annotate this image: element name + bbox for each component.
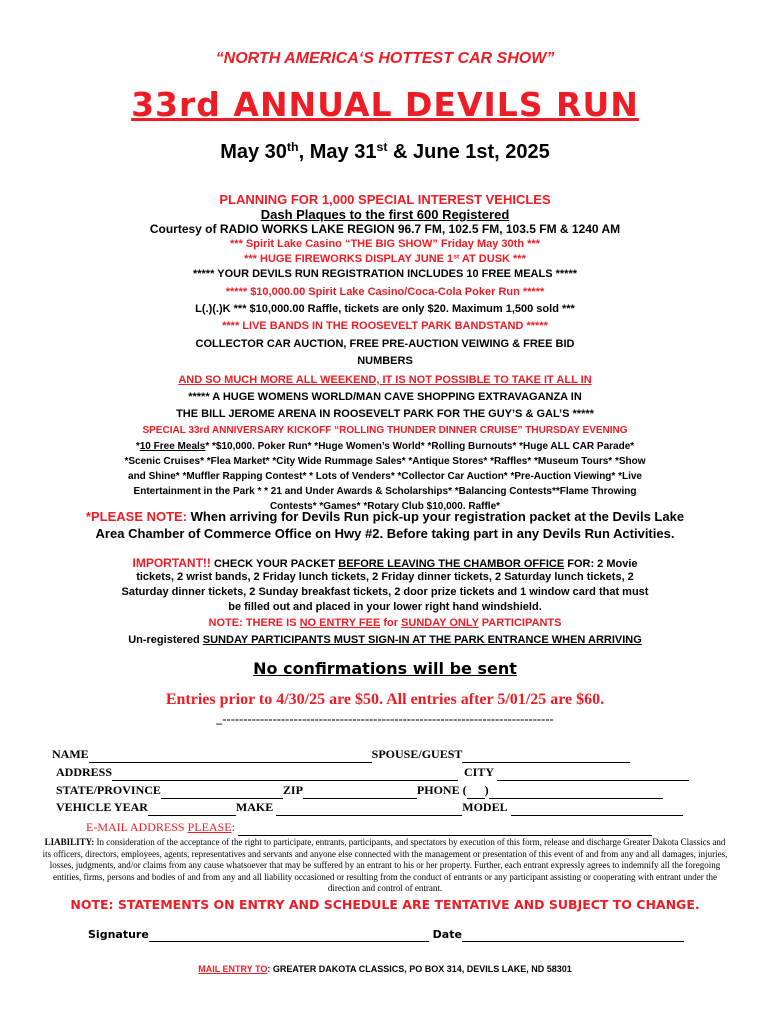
signature-row: Signature Date	[88, 928, 684, 942]
vehicle-row: VEHICLE YEAR MAKE MODEL	[56, 800, 683, 816]
kickoff-line: SPECIAL 33rd ANNIVERSARY KICKOFF “ROLLING THUNDER DINNER CRUISE” THURSDAY EVENING	[142, 425, 628, 436]
womens-world-line-1: ***** A HUGE WOMENS WORLD/MAN CAVE SHOPPING EXTRAVAGANZA IN	[188, 391, 582, 403]
please-note-line-1: *PLEASE NOTE: When arriving for Devils Run pick-up your registration packet at the Devils Lake	[85, 509, 685, 524]
email-field[interactable]	[238, 820, 652, 836]
address-field[interactable]	[112, 765, 458, 781]
auction-line-2: NUMBERS	[357, 355, 413, 367]
tentative-note: NOTE: STATEMENTS ON ENTRY AND SCHEDULE ARE TENTATIVE AND SUBJECT TO CHANGE.	[70, 897, 700, 912]
make-field[interactable]	[276, 800, 462, 816]
signature-field[interactable]	[149, 928, 429, 942]
event-dates: May 30th, May 31st & June 1st, 2025	[220, 140, 550, 163]
no-entry-fee-note: NOTE: THERE IS NO ENTRY FEE for SUNDAY ONLY PARTICIPANTS	[208, 617, 562, 629]
live-bands-line: **** LIVE BANDS IN THE ROOSEVELT PARK BANDSTAND *****	[222, 320, 548, 332]
spouse-field[interactable]	[462, 747, 630, 763]
auction-line-1: COLLECTOR CAR AUCTION, FREE PRE-AUCTION VEIWING & FREE BID	[195, 338, 575, 350]
features-line-4: Entertainment in the Park * * 21 and Under Awards & Scholarships* *Balancing Contests**Flame Throwing	[133, 486, 637, 497]
dash-plaques-line: Dash Plaques to the first 600 Registered	[260, 207, 510, 222]
casino-line: *** Spirit Lake Casino “THE BIG SHOW” Friday May 30th ***	[230, 238, 540, 250]
meals-line: ***** YOUR DEVILS RUN REGISTRATION INCLUDES 10 FREE MEALS *****	[192, 268, 578, 280]
email-row: E-MAIL ADDRESS PLEASE:	[86, 820, 652, 836]
vehicle-year-field[interactable]	[148, 800, 236, 816]
features-line-3: and Shine* *Muffler Rapping Contest* * Lots of Venders* *Collector Car Auction* *Pre-Auction Viewing* *Live	[128, 471, 642, 482]
poker-run-line: ***** $10,000.00 Spirit Lake Casino/Coca-Cola Poker Run *****	[225, 286, 545, 298]
planning-line: PLANNING FOR 1,000 SPECIAL INTEREST VEHICLES	[219, 192, 551, 207]
city-field[interactable]	[497, 765, 689, 781]
date-field[interactable]	[462, 928, 684, 942]
features-line-5: Contests* *Games* *Rotary Club $10,000. Raffle*	[269, 501, 501, 512]
features-line-1: *10 Free Meals* *$10,000. Poker Run* *Huge Women’s World* *Rolling Burnouts* *Huge ALL CAR Parade*	[135, 441, 635, 452]
phone-area-field[interactable]	[467, 783, 485, 799]
state-field[interactable]	[161, 783, 283, 799]
courtesy-line: Courtesy of RADIO WORKS LAKE REGION 96.7 FM, 102.5 FM, 103.5 FM & 1240 AM	[149, 222, 621, 236]
important-line-1: IMPORTANT!! CHECK YOUR PACKET BEFORE LEAVING THE CHAMBOR OFFICE FOR: 2 Movie	[132, 556, 638, 570]
raffle-line: L(.)(.)K *** $10,000.00 Raffle, tickets are only $20. Maximum 1,500 sold ***	[195, 303, 575, 315]
model-field[interactable]	[511, 800, 683, 816]
phone-field[interactable]	[489, 783, 663, 799]
zip-field[interactable]	[303, 783, 417, 799]
features-line-2: *Scenic Cruises* *Flea Market* *City Wide Rummage Sales* *Antique Stores* *Raffles* *Museum Tours* *Show	[124, 456, 646, 467]
womens-world-line-2: THE BILL JEROME ARENA IN ROOSEVELT PARK FOR THE GUY’S & GAL’S *****	[176, 408, 594, 420]
no-confirmations: No confirmations will be sent	[253, 659, 517, 678]
fireworks-line: *** HUGE FIREWORKS DISPLAY JUNE 1st AT DUSK ***	[244, 253, 526, 265]
so-much-more-line: AND SO MUCH MORE ALL WEEKEND, IT IS NOT POSSIBLE TO TAKE IT ALL IN	[178, 374, 592, 386]
entry-fees: Entries prior to 4/30/25 are $50. All entries after 5/01/25 are $60.	[165, 691, 605, 708]
event-title-text: 33rd ANNUAL DEVILS RUN	[131, 85, 639, 124]
important-line-2: tickets, 2 wrist bands, 2 Friday lunch tickets, 2 Friday dinner tickets, 2 Saturday lunch tickets, 2	[136, 571, 634, 583]
important-line-4: be filled out and placed in your lower right hand windshield.	[228, 601, 542, 613]
state-row: STATE/PROVINCE ZIP PHONE ( )	[56, 783, 663, 799]
liability-text: LIABILITY: In consideration of the acceptance of the right to participate, entrants, participants, and spectators by execution of this form, release and discharge Greater Dakota Classics and its officers, directors, employees, agents, representatives and servants and anyone else connected with the management or presentation of this event of and from any and all damages, injuries, losses, judgments, and/or claims from any cause whatsoever that may be suffered by an entrant to his or her property. Further, each entrant expressly agrees to indemnify all the foregoing entities, firms, persons and bodies of and from any and all liability occasioned or resulting from the conduct of entrants or any participant assisting or cooperating with entrant under the direction and control of entrant.	[42, 837, 728, 894]
unregistered-note: Un-registered SUNDAY PARTICIPANTS MUST SIGN-IN AT THE PARK ENTRANCE WHEN ARRIVING	[128, 634, 642, 646]
important-line-3: Saturday dinner tickets, 2 Sunday breakfast tickets, 2 door prize tickets and 1 window card that must	[121, 586, 649, 598]
address-row: ADDRESS CITY	[56, 765, 689, 781]
name-row: NAME SPOUSE/GUEST	[52, 747, 630, 763]
please-note-line-2: Area Chamber of Commerce Office on Hwy #2. Before taking part in any Devils Run Activities.	[95, 526, 675, 541]
dashed-separator: _-------------------------------------------------------------------------------	[216, 712, 554, 726]
mail-entry-line: MAIL ENTRY TO: GREATER DAKOTA CLASSICS, PO BOX 314, DEVILS LAKE, ND 58301	[198, 964, 572, 974]
name-field[interactable]	[89, 747, 372, 763]
event-title	[0, 85, 770, 124]
tagline: “NORTH AMERICA‘S HOTTEST CAR SHOW”	[215, 50, 555, 67]
